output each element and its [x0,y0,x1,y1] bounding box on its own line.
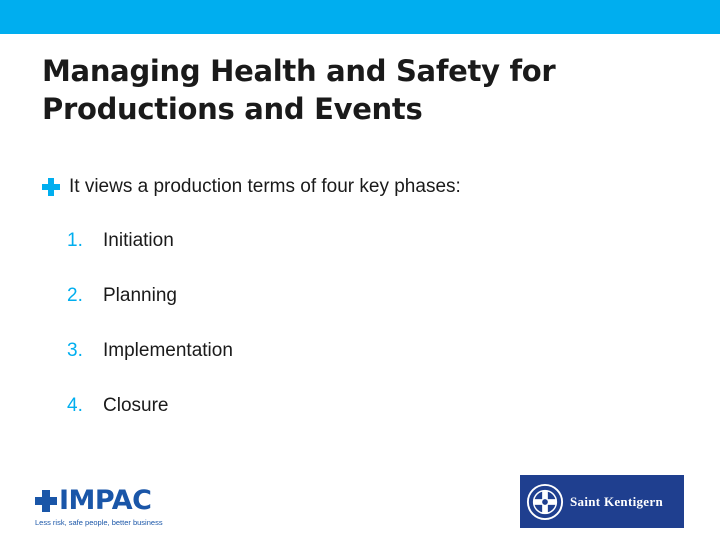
list-label: Implementation [103,340,233,361]
bullet-point [42,175,461,199]
saint-kentigern-wordmark: Saint Kentigern [570,493,663,509]
crest-icon [526,483,564,521]
list-number: 1. [67,230,83,251]
list-label: Closure [103,395,169,416]
list-label: Planning [103,285,177,306]
saint-kentigern-logo [520,475,684,528]
plus-bullet-icon [42,178,60,196]
list-item [67,394,233,418]
title-line-2: Productions and Events [42,92,423,126]
slide-title [42,52,682,128]
list-number: 3. [67,340,83,361]
list-item [67,229,233,253]
impac-logo [35,486,180,528]
list-item [67,284,233,308]
list-number: 2. [67,285,83,306]
top-accent-bar [0,0,720,34]
impac-wordmark: IMPAC [59,485,152,516]
bullet-text: It views a production terms of four key phases: [69,176,461,197]
list-item [67,339,233,363]
phases-list [67,229,233,449]
plus-logo-icon [35,490,57,512]
list-number: 4. [67,395,83,416]
title-line-1: Managing Health and Safety for [42,54,556,88]
impac-tagline: Less risk, safe people, better business [35,518,163,527]
list-label: Initiation [103,230,174,251]
